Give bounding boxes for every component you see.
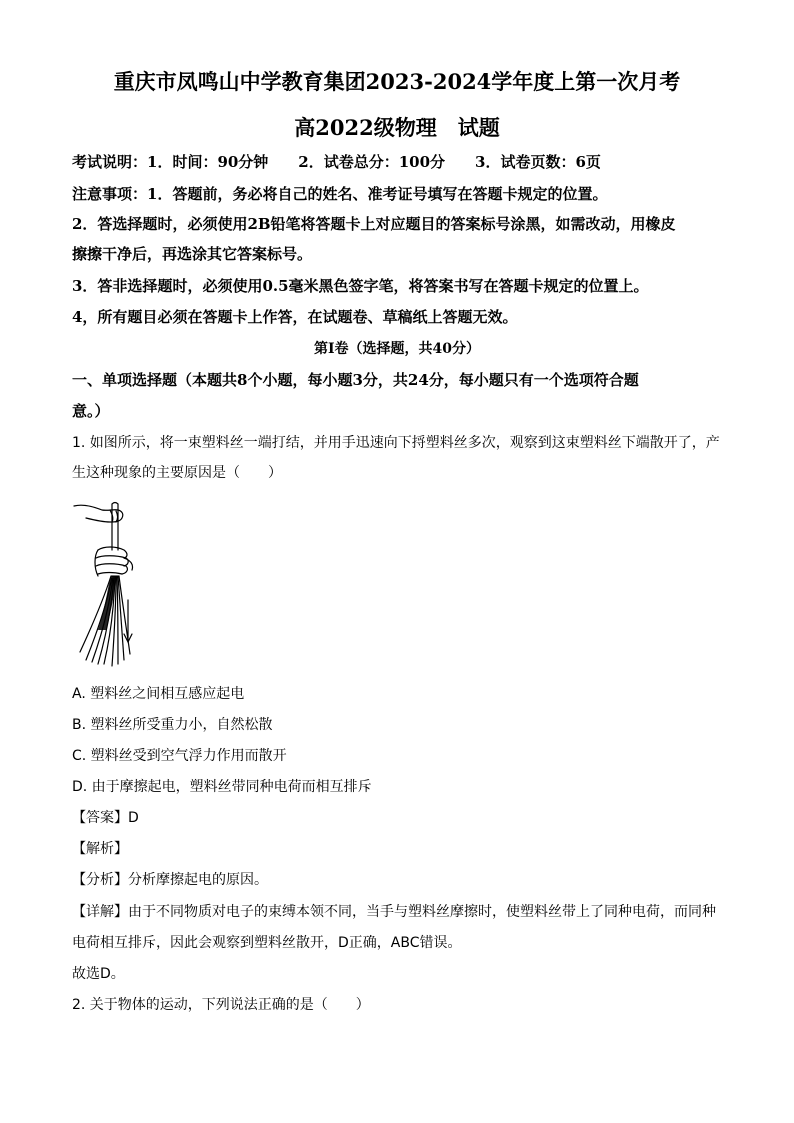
section-heading-a: 一、单项选择题（本题共8个小题，每小题3分，共24分，每小题只有一个选项符合题 [72,371,639,389]
q1-option-b: B. 塑料丝所受重力小，自然松散 [72,717,273,733]
exam-instructions: 考试说明：1．时间：90分钟 2．试卷总分：100分 3．试卷页数：6页 [72,153,601,171]
note-2b: 擦擦干净后，再选涂其它答案标号。 [72,245,313,263]
q1-stem-b: 生这种现象的主要原因是（ ） [72,465,282,481]
exam-title-line1: 重庆市凤鸣山中学教育集团2023-2024学年度上第一次月考 [113,69,681,94]
q1-xiangjie-b: 电荷相互排斥，因此会观察到塑料丝散开，D正确，ABC错误。 [72,935,462,951]
q1-analysis-label: 【解析】 [72,841,128,857]
q1-option-d: D. 由于摩擦起电，塑料丝带同种电荷而相互排斥 [72,779,372,795]
q1-option-c: C. 塑料丝受到空气浮力作用而散开 [72,748,287,764]
q1-stem-a: 1. 如图所示，将一束塑料丝一端打结，并用手迅速向下捋塑料丝多次，观察到这束塑料丝下端散开了，产 [72,435,720,451]
section-heading-b: 意。） [72,402,110,420]
q1-option-a: A. 塑料丝之间相互感应起电 [72,686,245,702]
note-1: 注意事项：1．答题前，务必将自己的姓名、准考证号填写在答题卡规定的位置。 [72,185,608,203]
q2-stem: 2. 关于物体的运动，下列说法正确的是（ ） [72,997,370,1013]
q1-xiangjie-a: 【详解】由于不同物质对电子的束缚本领不同，当手与塑料丝摩擦时，使塑料丝带上了同种电荷，而同种 [72,904,716,920]
note-3: 3．答非选择题时，必须使用0.5毫米黑色签字笔，将答案书写在答题卡规定的位置上。 [72,277,649,295]
note-2a: 2．答选择题时，必须使用2B铅笔将答题卡上对应题目的答案标号涂黑，如需改动，用橡皮 [72,215,676,233]
q1-answer: 【答案】D [72,810,139,826]
q1-fenxi: 【分析】分析摩擦起电的原因。 [72,872,268,888]
q1-conclusion: 故选D。 [72,966,125,982]
note-4: 4，所有题目必须在答题卡上作答，在试题卷、草稿纸上答题无效。 [72,308,518,326]
exam-title-line2: 高2022级物理 试题 [294,115,500,140]
part-title: 第Ⅰ卷（选择题，共40分） [313,341,481,357]
plastic-strand-hand-illustration [72,500,134,668]
